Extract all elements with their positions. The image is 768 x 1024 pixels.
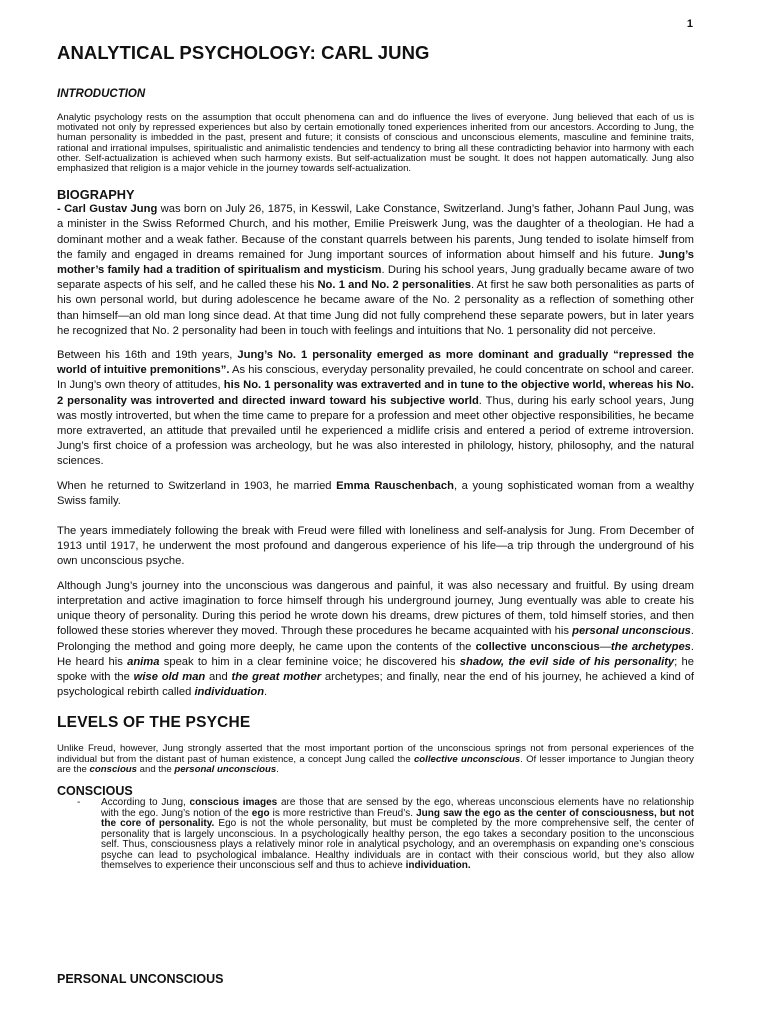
conscious-s3: are those that are sensed by the ego, whereas unconscious elements have no relationship with the ego. Jung’s notion of the [101,796,694,819]
conscious-s5: is more restrictive than Freud’s. [269,807,417,819]
bio-p5-s11: ; he spoke with the [57,655,694,683]
bio-p5-s13: and [205,670,232,683]
document-title: ANALYTICAL PSYCHOLOGY: CARL JUNG [57,42,430,63]
levels-paragraph [57,744,694,775]
bio-p5-s7: . He heard his [57,640,695,668]
bio-p5-s9: speak to him in a clear feminine voice; he discovered his [159,655,460,668]
bio-p5-s1: Although Jung’s journey into the unconscious was dangerous and painful, it was also necessary and fruitful. By using dream interpretation and active imagination to force himself through his underground journey, Jung eventually was able to create his unique theory of personality. During this period he wrote down his dreams, drew pictures of them, told himself stories, and then followed these stories wherever they moved. Through these procedures he became acquainted with his [57,579,694,638]
bio-p5-s17: . [264,686,268,699]
conscious-heading: CONSCIOUS [57,783,133,798]
levels-s1: Unlike Freud, however, Jung strongly asserted that the most important portion of the unconscious springs not from personal experiences of the individual but from the distant past of human existence, a concept Jung called the [57,743,694,765]
levels-s6: personal unconscious [174,763,277,775]
bio-p2-s1: Between his 16th and 19th years, [57,349,238,362]
bio-p5-s2: personal unconscious [572,625,691,638]
levels-s4: conscious [89,763,137,775]
bio-p5-s8: anima [127,655,160,668]
bio-p5-s4: collective unconscious [475,640,600,653]
bio-p2-s4: his No. 1 personality was extraverted and in tune to the objective world, whereas his No. 2 personality was introverted and directed inward toward his subjective world [57,379,694,407]
conscious-bullet-text [101,798,694,872]
bio-p5-s6: the archetypes [610,640,691,653]
bio-p2-s5: . Thus, during his early school years, Jung was mostly introverted, but when the time came to prepare for a profession and meet other objective responsibilities, he became more extraverted, an attitude that prevailed until he experienced a midlife crisis and entered a period of extreme introversion. Jung’s first choice of a profession was archeology, but he was also interested in philology, history, philosophy, and the natural sciences. [57,394,695,468]
introduction-paragraph: Analytic psychology rests on the assumption that occult phenomena can and do influence the lives of everyone. Jung believed that each of us is motivated not only by repressed experiences but also by certain emotionally toned experiences inherited from our ancestors. According to Jung, the human personality is imbedded in the past, present and future; it consists of conscious and unconscious elements, masculine and feminine traits, rational and irrational impulses, spiritualistic and animalistic tendencies and tendency to bring all these contradicting behavior into harmony with each other. Self-actualization is achieved when such harmony exists. But self-actualization must be sought. It does not happen automatically. Jung also emphasized that religion is a major vehicle in the journey towards self-actualization. [57,112,694,175]
bio-p2-s3: As his conscious, everyday personality prevailed, he could concentrate on school and career. In Jung’s own theory of attitudes, [57,364,694,392]
levels-heading: LEVELS OF THE PSYCHE [57,714,251,732]
bio-p5-s16: individuation [194,686,265,699]
bio-p2-s2: Jung’s No. 1 personality emerged as more dominant and gradually “repressed the world of intuitive premonitions”. [57,349,694,377]
bio-p1-s4: . During his school years, Jung gradually became aware of two separate aspects of his self, and he called these his [57,264,694,292]
levels-s7: . [276,763,279,775]
levels-s3: . Of lesser importance to Jungian theory are the [57,753,694,775]
personal-unconscious-heading: PERSONAL UNCONSCIOUS [57,972,224,986]
conscious-s6: Jung saw the ego as the center of consciousness, but not the core of personality. [101,807,694,830]
bio-p5-s15: archetypes; and finally, near the end of his journey, he achieved a kind of psychological rebirth called [57,670,694,699]
bio-p3-s2: Emma Rauschenbach [336,479,454,492]
conscious-bullet [57,798,694,872]
bio-p1-s1: - Carl Gustav Jung [57,203,158,216]
biography-paragraph-2 [57,348,694,470]
biography-paragraph-4: The years immediately following the break with Freud were filled with loneliness and self-analysis for Jung. From December of 1913 until 1917, he underwent the most profound and dangerous experience of his life—a trip through the underground of his own unconscious psyche. [57,525,694,568]
conscious-s7: Ego is not the whole personality, but must be completed by the more comprehensive self, the center of personality that is largely unconscious. In a psychologically healthy person, the ego takes a secondary position to the unconscious self. Thus, consciousness plays a relatively minor role in analytical psychology, and an overemphasis on expanding one’s conscious psyche can lead to psychological imbalance. Healthy individuals are in contact with their conscious world, but they also allow themselves to experience their unconscious self and thus to achieve [101,818,694,872]
levels-s5: and the [137,763,175,775]
biography-heading: BIOGRAPHY [57,187,135,203]
bio-p5-s12: wise old man [133,670,206,683]
conscious-s4: ego [251,807,270,819]
page-number: 1 [686,18,693,30]
conscious-s8: individuation. [405,860,471,872]
bio-p1-s2: was born on July 26, 1875, in Kesswil, Lake Constance, Switzerland. Jung’s father, Johann Paul Jung, was a minister in the Swiss Reformed Church, and his mother, Emilie Preiswerk Jung, was the daughter of a theologian. He had a dominant mother and a weak father. Because of the constant quarrels between his parents, Jung tended to isolate himself from the family and engaged in dreams remained for Jung important sources of information about himself and his future. [57,203,694,261]
bio-p5-s10: shadow, the evil side of his personality [459,655,675,668]
biography-paragraph-1 [57,202,694,339]
bio-p3-s3: , a young sophisticated woman from a wealthy Swiss family. [57,479,694,507]
bio-p1-s6: . At first he saw both personalities as parts of his own personal world, but during adolescence he became aware of the No. 2 personality as a reflection of something other than himself—an old man long since dead. At that time Jung did not fully comprehend these separate powers, but in later years he recognized that No. 2 personality had been in touch with feelings and intuitions that No. 1 personality did not perceive. [57,279,694,337]
bio-p3-s1: When he returned to Switzerland in 1903, he married [57,479,337,492]
introduction-heading: INTRODUCTION [57,88,146,100]
bio-p5-s5: — [599,640,611,653]
bio-p5-s14: the great mother [231,670,322,683]
conscious-s1: According to Jung, [101,796,190,808]
biography-paragraph-3 [57,479,694,509]
bullet-dash: - [77,796,81,808]
biography-paragraph-5 [57,579,694,701]
bio-p1-s5: No. 1 and No. 2 personalities [317,279,471,292]
conscious-s2: conscious images [189,796,278,808]
bio-p5-s3: . Prolonging the method and going more deeply, he came upon the contents of the [57,625,694,653]
bio-p1-s3: Jung’s mother’s family had a tradition of spiritualism and mysticism [57,248,694,277]
document-body [57,88,694,872]
levels-s2: collective unconscious [413,753,521,765]
